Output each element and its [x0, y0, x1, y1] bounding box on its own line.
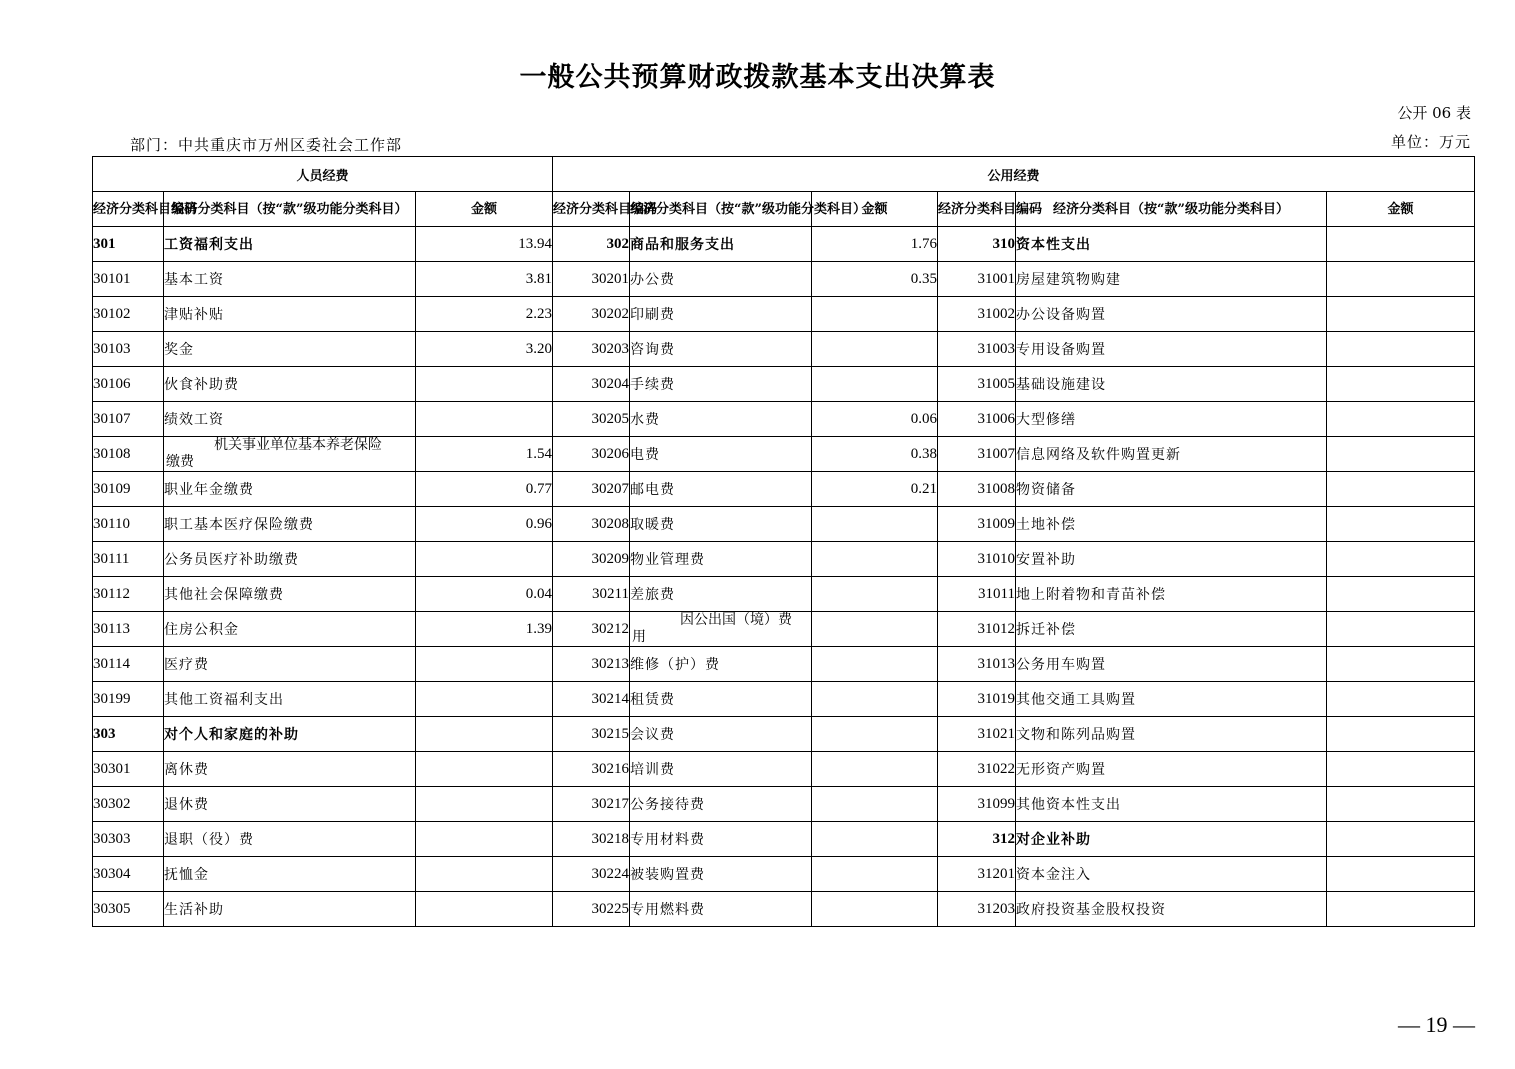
amount-cell	[812, 332, 938, 367]
table-row	[93, 542, 1475, 577]
amount-cell	[812, 822, 938, 857]
amount-cell	[1327, 262, 1475, 297]
name-cell: 资本金注入	[1016, 857, 1327, 892]
code-cell: 30217	[553, 787, 630, 822]
table-row	[93, 367, 1475, 402]
page-title: 一般公共预算财政拨款基本支出决算表	[519, 62, 996, 93]
code-cell: 31008	[938, 472, 1016, 507]
code-cell: 30111	[93, 542, 164, 577]
amount-cell	[812, 542, 938, 577]
code-cell: 30213	[553, 647, 630, 682]
amount-cell	[1327, 647, 1475, 682]
code-cell: 30208	[553, 507, 630, 542]
code-cell: 30209	[553, 542, 630, 577]
amount-cell	[1327, 857, 1475, 892]
amount-cell	[416, 857, 553, 892]
amount-cell	[812, 892, 938, 927]
code-cell: 31021	[938, 717, 1016, 752]
code-cell: 30305	[93, 892, 164, 927]
table-row	[93, 507, 1475, 542]
table-row	[93, 402, 1475, 437]
code-cell: 30215	[553, 717, 630, 752]
name-cell: 基本工资	[164, 262, 416, 297]
amount-cell	[1327, 227, 1475, 262]
amount-cell	[812, 367, 938, 402]
name-cell: 取暖费	[630, 507, 812, 542]
group-header-public: 公用经费	[553, 157, 1475, 192]
table-row	[93, 472, 1475, 507]
code-cell: 30205	[553, 402, 630, 437]
code-cell: 301	[93, 227, 164, 262]
amount-cell	[416, 542, 553, 577]
code-cell: 31203	[938, 892, 1016, 927]
name-cell: 职工基本医疗保险缴费	[164, 507, 416, 542]
amount-cell	[416, 367, 553, 402]
amount-cell	[1327, 332, 1475, 367]
name-cell: 大型修缮	[1016, 402, 1327, 437]
code-cell: 30204	[553, 367, 630, 402]
amount-cell: 0.38	[812, 437, 938, 472]
amount-cell	[812, 612, 938, 647]
name-cell: 水费	[630, 402, 812, 437]
code-cell: 30203	[553, 332, 630, 367]
code-cell: 303	[93, 717, 164, 752]
table-row	[93, 437, 1475, 472]
code-cell: 30302	[93, 787, 164, 822]
department-label: 部门：中共重庆市万州区委社会工作部	[130, 136, 403, 154]
name-cell: 其他交通工具购置	[1016, 682, 1327, 717]
code-cell: 31013	[938, 647, 1016, 682]
name-cell: 生活补助	[164, 892, 416, 927]
code-cell: 30303	[93, 822, 164, 857]
name-cell: 印刷费	[630, 297, 812, 332]
name-cell: 邮电费	[630, 472, 812, 507]
name-cell: 安置补助	[1016, 542, 1327, 577]
name-cell: 对企业补助	[1016, 822, 1327, 857]
code-cell: 310	[938, 227, 1016, 262]
name-cell: 专用设备购置	[1016, 332, 1327, 367]
amount-cell	[812, 857, 938, 892]
code-cell: 30114	[93, 647, 164, 682]
amount-cell: 1.39	[416, 612, 553, 647]
name-cell: 会议费	[630, 717, 812, 752]
col-header-name-a: 经济分类科目（按“款”级功能分类科目）	[164, 192, 416, 227]
amount-cell: 1.76	[812, 227, 938, 262]
code-cell: 30113	[93, 612, 164, 647]
name-cell: 公务用车购置	[1016, 647, 1327, 682]
name-line: 缴费	[166, 454, 194, 470]
table-row	[93, 822, 1475, 857]
code-cell: 30201	[553, 262, 630, 297]
amount-cell	[1327, 717, 1475, 752]
amount-cell: 13.94	[416, 227, 553, 262]
code-cell: 30101	[93, 262, 164, 297]
amount-cell: 3.20	[416, 332, 553, 367]
col-header-amount-a: 金额	[416, 192, 553, 227]
amount-cell	[416, 892, 553, 927]
name-cell: 办公费	[630, 262, 812, 297]
name-cell: 差旅费	[630, 577, 812, 612]
amount-cell	[812, 717, 938, 752]
code-cell: 30304	[93, 857, 164, 892]
code-cell: 31001	[938, 262, 1016, 297]
name-cell: 公务接待费	[630, 787, 812, 822]
code-cell: 30106	[93, 367, 164, 402]
name-cell: 公务员医疗补助缴费	[164, 542, 416, 577]
table-row	[93, 227, 1475, 262]
table-row	[93, 752, 1475, 787]
code-cell: 31201	[938, 857, 1016, 892]
name-cell: 抚恤金	[164, 857, 416, 892]
name-cell: 医疗费	[164, 647, 416, 682]
table-body	[93, 227, 1475, 927]
amount-cell	[1327, 787, 1475, 822]
amount-cell	[416, 717, 553, 752]
table-row	[93, 717, 1475, 752]
name-cell: 培训费	[630, 752, 812, 787]
amount-cell: 0.35	[812, 262, 938, 297]
amount-cell	[1327, 682, 1475, 717]
code-cell: 30199	[93, 682, 164, 717]
code-cell: 30214	[553, 682, 630, 717]
name-cell: 信息网络及软件购置更新	[1016, 437, 1327, 472]
col-header-code-a: 经济分类科目编码	[93, 192, 164, 227]
amount-cell	[812, 297, 938, 332]
code-cell: 31019	[938, 682, 1016, 717]
code-cell: 31011	[938, 577, 1016, 612]
amount-cell	[416, 752, 553, 787]
code-cell: 30103	[93, 332, 164, 367]
amount-cell: 0.96	[416, 507, 553, 542]
col-header-code-b: 经济分类科目编码	[553, 192, 630, 227]
name-cell: 资本性支出	[1016, 227, 1327, 262]
group-header-personnel: 人员经费	[93, 157, 553, 192]
col-header-code-c: 经济分类科目编码	[938, 192, 1016, 227]
amount-cell	[416, 787, 553, 822]
page-number: — 19 —	[1398, 1012, 1475, 1037]
col-header-name-c: 经济分类科目（按“款”级功能分类科目）	[1016, 192, 1327, 227]
table-row	[93, 787, 1475, 822]
amount-cell	[416, 822, 553, 857]
code-cell: 31022	[938, 752, 1016, 787]
code-cell: 30211	[553, 577, 630, 612]
name-cell: 基础设施建设	[1016, 367, 1327, 402]
amount-cell	[1327, 297, 1475, 332]
table-row	[93, 577, 1475, 612]
amount-cell: 0.04	[416, 577, 553, 612]
name-cell: 租赁费	[630, 682, 812, 717]
amount-cell	[1327, 472, 1475, 507]
name-cell: 办公设备购置	[1016, 297, 1327, 332]
name-cell: 绩效工资	[164, 402, 416, 437]
expenditure-table	[92, 156, 1475, 927]
col-header-amount-c: 金额	[1327, 192, 1475, 227]
table-row	[93, 857, 1475, 892]
amount-cell	[812, 507, 938, 542]
name-cell: 离休费	[164, 752, 416, 787]
amount-cell	[1327, 577, 1475, 612]
name-cell: 拆迁补偿	[1016, 612, 1327, 647]
amount-cell	[1327, 822, 1475, 857]
name-cell: 退职（役）费	[164, 822, 416, 857]
code-cell: 31012	[938, 612, 1016, 647]
table-row	[93, 297, 1475, 332]
amount-cell	[416, 402, 553, 437]
code-cell: 30206	[553, 437, 630, 472]
amount-cell	[1327, 437, 1475, 472]
amount-cell: 3.81	[416, 262, 553, 297]
code-cell: 30301	[93, 752, 164, 787]
name-cell: 专用燃料费	[630, 892, 812, 927]
amount-cell	[812, 682, 938, 717]
name-cell: 维修（护）费	[630, 647, 812, 682]
table-row	[93, 647, 1475, 682]
name-cell: 工资福利支出	[164, 227, 416, 262]
name-cell: 住房公积金	[164, 612, 416, 647]
amount-cell: 1.54	[416, 437, 553, 472]
name-cell: 其他社会保障缴费	[164, 577, 416, 612]
amount-cell	[1327, 542, 1475, 577]
code-cell: 31006	[938, 402, 1016, 437]
name-line: 用	[632, 629, 646, 645]
name-cell: 商品和服务支出	[630, 227, 812, 262]
col-header-name-b: 经济分类科目（按“款”级功能分类科目）	[630, 192, 812, 227]
amount-cell	[1327, 507, 1475, 542]
code-cell: 302	[553, 227, 630, 262]
code-cell: 31005	[938, 367, 1016, 402]
table-row	[93, 332, 1475, 367]
amount-cell	[1327, 752, 1475, 787]
name-cell: 文物和陈列品购置	[1016, 717, 1327, 752]
name-cell: 伙食补助费	[164, 367, 416, 402]
code-cell: 31002	[938, 297, 1016, 332]
name-cell: 土地补偿	[1016, 507, 1327, 542]
name-cell: 地上附着物和青苗补偿	[1016, 577, 1327, 612]
code-cell: 30109	[93, 472, 164, 507]
code-cell: 30216	[553, 752, 630, 787]
name-cell: 津贴补贴	[164, 297, 416, 332]
unit-label: 单位：万元	[1390, 133, 1471, 151]
name-cell: 被装购置费	[630, 857, 812, 892]
name-cell: 专用材料费	[630, 822, 812, 857]
table-row	[93, 612, 1475, 647]
amount-cell	[812, 577, 938, 612]
name-cell: 其他工资福利支出	[164, 682, 416, 717]
amount-cell	[416, 682, 553, 717]
col-header-amount-b: 金额	[812, 192, 938, 227]
name-cell	[164, 437, 416, 472]
amount-cell	[1327, 367, 1475, 402]
code-cell: 312	[938, 822, 1016, 857]
amount-cell	[1327, 612, 1475, 647]
code-cell: 30108	[93, 437, 164, 472]
name-cell: 物资储备	[1016, 472, 1327, 507]
code-cell: 30212	[553, 612, 630, 647]
name-cell: 奖金	[164, 332, 416, 367]
code-cell: 30102	[93, 297, 164, 332]
amount-cell: 2.23	[416, 297, 553, 332]
name-cell: 对个人和家庭的补助	[164, 717, 416, 752]
table-row	[93, 892, 1475, 927]
code-cell: 31003	[938, 332, 1016, 367]
code-cell: 30107	[93, 402, 164, 437]
name-cell: 职业年金缴费	[164, 472, 416, 507]
amount-cell	[1327, 402, 1475, 437]
name-cell: 手续费	[630, 367, 812, 402]
amount-cell	[812, 787, 938, 822]
code-cell: 31007	[938, 437, 1016, 472]
name-cell: 无形资产购置	[1016, 752, 1327, 787]
name-cell: 其他资本性支出	[1016, 787, 1327, 822]
amount-cell	[416, 647, 553, 682]
name-cell: 政府投资基金股权投资	[1016, 892, 1327, 927]
code-cell: 30207	[553, 472, 630, 507]
code-cell: 30202	[553, 297, 630, 332]
amount-cell: 0.77	[416, 472, 553, 507]
name-cell	[630, 612, 812, 647]
name-cell: 咨询费	[630, 332, 812, 367]
code-cell: 31099	[938, 787, 1016, 822]
amount-cell	[812, 647, 938, 682]
name-cell: 退休费	[164, 787, 416, 822]
code-cell: 30218	[553, 822, 630, 857]
table-row	[93, 262, 1475, 297]
name-cell: 房屋建筑物购建	[1016, 262, 1327, 297]
code-cell: 30110	[93, 507, 164, 542]
amount-cell: 0.06	[812, 402, 938, 437]
code-cell: 31009	[938, 507, 1016, 542]
code-cell: 31010	[938, 542, 1016, 577]
table-row	[93, 682, 1475, 717]
amount-cell: 0.21	[812, 472, 938, 507]
code-cell: 30224	[553, 857, 630, 892]
name-cell: 物业管理费	[630, 542, 812, 577]
name-line: 因公出国（境）费	[680, 612, 792, 628]
name-cell: 电费	[630, 437, 812, 472]
name-line: 机关事业单位基本养老保险	[214, 437, 382, 453]
form-number: 公开 06 表	[1397, 104, 1471, 122]
amount-cell	[1327, 892, 1475, 927]
code-cell: 30112	[93, 577, 164, 612]
amount-cell	[812, 752, 938, 787]
code-cell: 30225	[553, 892, 630, 927]
